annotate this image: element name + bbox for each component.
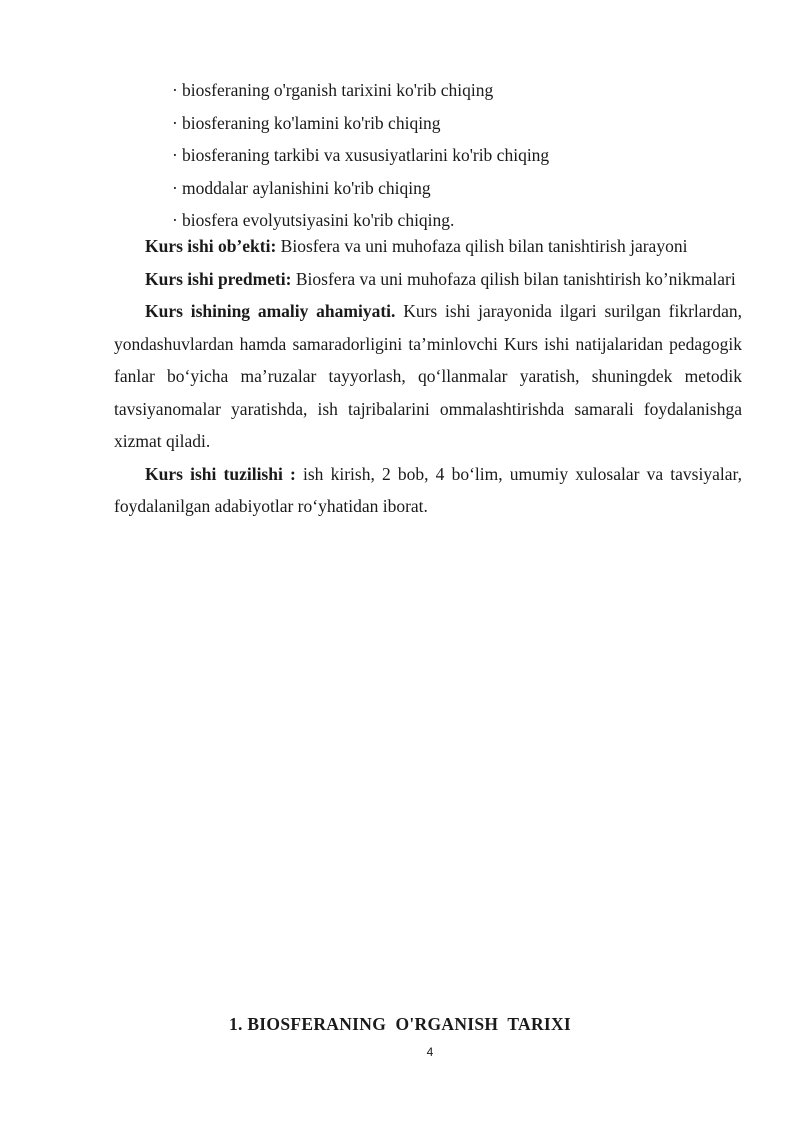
paragraph-label: Kurs ishi predmeti: (145, 268, 292, 289)
paragraph-text: ish kirish, 2 bob, 4 bo‘lim, umumiy xulosalar va tavsiyalar, foydalanilgan adabiyotlar ro‘yhatidan iborat. (114, 463, 742, 516)
paragraph-subject (114, 263, 742, 296)
bullet-marker: · (172, 177, 178, 198)
paragraph-text: Biosfera va uni muhofaza qilish bilan tanishtirish ko’nikmalari (291, 268, 736, 289)
bullet-marker: · (172, 145, 178, 165)
bullet-marker: · (172, 112, 178, 133)
bullet-item (172, 107, 752, 140)
bullet-text: biosfera evolyutsiyasini ko'rib chiqing. (182, 210, 455, 230)
bullet-text: moddalar aylanishini ko'rib chiqing (182, 177, 431, 198)
paragraph-structure (114, 458, 742, 523)
bullet-item (172, 139, 752, 172)
bullet-item (172, 172, 752, 205)
bullet-text: biosferaning o'rganish tarixini ko'rib chiqing (182, 80, 494, 100)
page-number: 4 (426, 1045, 434, 1059)
paragraph-object (114, 230, 742, 263)
section-heading: 1. BIOSFERANING O'RGANISH TARIXI (228, 1014, 572, 1034)
bullet-text: biosferaning ko'lamini ko'rib chiqing (182, 112, 441, 133)
bullet-text: biosferaning tarkibi va xususiyatlarini ko'rib chiqing (182, 145, 550, 165)
bullet-item (172, 74, 752, 107)
paragraph-text: Kurs ishi jarayonida ilgari surilgan fikrlardan, yondashuvlardan hamda samaradorligini ta’minlovchi Kurs ishi natijalaridan pedagogik fanlar bo‘yicha ma’ruzalar tayyorlash, qo‘llanmalar yaratish, shuningdek metodik tavsiyanomalar yaratishda, ish tajribalarini ommalashtirishda samarali foydalanishga xizmat qiladi. (114, 301, 742, 451)
paragraph-label: Kurs ishining amaliy ahamiyati. (145, 301, 396, 321)
goals-bullet-list (172, 74, 752, 237)
bullet-marker: · (172, 80, 178, 100)
paragraph-label: Kurs ishi ob’ekti: (145, 236, 277, 256)
paragraph-label: Kurs ishi tuzilishi : (145, 463, 296, 484)
paragraph-significance (114, 295, 742, 458)
paragraph-text: Biosfera va uni muhofaza qilish bilan tanishtirish jarayoni (276, 236, 688, 256)
bullet-marker: · (172, 210, 178, 230)
body-text (114, 230, 742, 523)
